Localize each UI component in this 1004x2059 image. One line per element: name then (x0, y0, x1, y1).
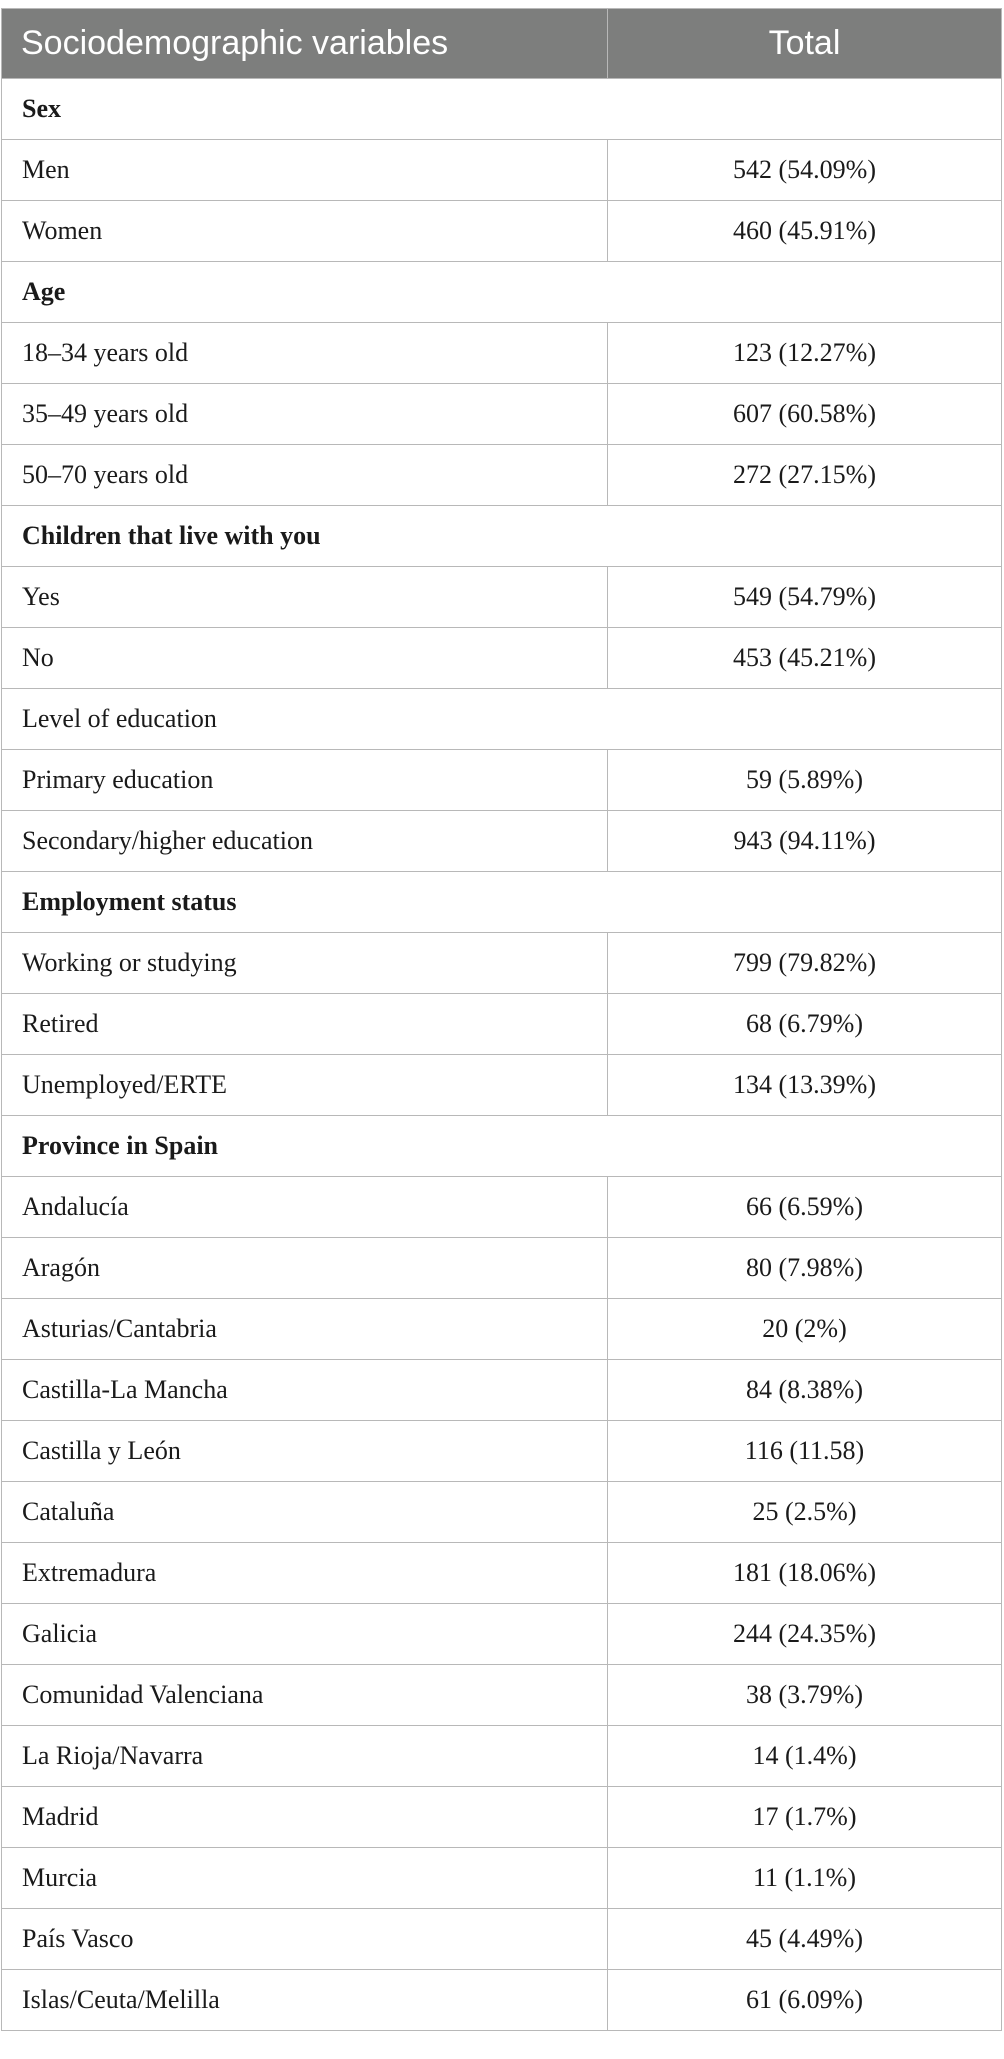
row-value: 45 (4.49%) (608, 1909, 1002, 1970)
table-row (2, 1665, 1002, 1726)
row-value: 59 (5.89%) (608, 750, 1002, 811)
table-row (2, 1421, 1002, 1482)
row-label: Asturias/Cantabria (2, 1299, 608, 1360)
row-value: 453 (45.21%) (608, 628, 1002, 689)
row-value: 542 (54.09%) (608, 140, 1002, 201)
table-row (2, 1787, 1002, 1848)
table-row (2, 1604, 1002, 1665)
row-label: Working or studying (2, 933, 608, 994)
table-row (2, 1482, 1002, 1543)
row-value: 116 (11.58) (608, 1421, 1002, 1482)
row-label: Retired (2, 994, 608, 1055)
table-row (2, 323, 1002, 384)
row-value: 14 (1.4%) (608, 1726, 1002, 1787)
row-value: 607 (60.58%) (608, 384, 1002, 445)
section-row (2, 506, 1002, 567)
table-row (2, 811, 1002, 872)
row-value: 80 (7.98%) (608, 1238, 1002, 1299)
row-label: Unemployed/ERTE (2, 1055, 608, 1116)
table-row (2, 1055, 1002, 1116)
row-value: 20 (2%) (608, 1299, 1002, 1360)
section-row (2, 1116, 1002, 1177)
table-row (2, 1848, 1002, 1909)
table-row (2, 1177, 1002, 1238)
table-row (2, 1299, 1002, 1360)
section-row (2, 872, 1002, 933)
row-value: 123 (12.27%) (608, 323, 1002, 384)
header-variables: Sociodemographic variables (2, 9, 608, 79)
table-row (2, 750, 1002, 811)
table-row (2, 994, 1002, 1055)
table-header (2, 9, 1002, 79)
row-value: 549 (54.79%) (608, 567, 1002, 628)
header-row (2, 9, 1002, 79)
row-value: 61 (6.09%) (608, 1970, 1002, 2031)
row-label: Castilla-La Mancha (2, 1360, 608, 1421)
row-value: 460 (45.91%) (608, 201, 1002, 262)
row-label: Murcia (2, 1848, 608, 1909)
row-value: 84 (8.38%) (608, 1360, 1002, 1421)
row-value: 66 (6.59%) (608, 1177, 1002, 1238)
table-body (2, 79, 1002, 2031)
row-label: Primary education (2, 750, 608, 811)
row-label: Extremadura (2, 1543, 608, 1604)
row-label: Men (2, 140, 608, 201)
row-value: 68 (6.79%) (608, 994, 1002, 1055)
header-total: Total (608, 9, 1002, 79)
table-row (2, 1726, 1002, 1787)
row-label: Secondary/higher education (2, 811, 608, 872)
table-row (2, 201, 1002, 262)
row-label: Aragón (2, 1238, 608, 1299)
row-label: Andalucía (2, 1177, 608, 1238)
row-value: 38 (3.79%) (608, 1665, 1002, 1726)
table-row (2, 1909, 1002, 1970)
sociodemographic-table-container (1, 8, 1001, 2031)
row-label: Islas/Ceuta/Melilla (2, 1970, 608, 2031)
row-label: No (2, 628, 608, 689)
row-label: Comunidad Valenciana (2, 1665, 608, 1726)
section-row (2, 79, 1002, 140)
table-row (2, 445, 1002, 506)
table-row (2, 1360, 1002, 1421)
row-value: 244 (24.35%) (608, 1604, 1002, 1665)
section-label: Children that live with you (2, 506, 1002, 567)
row-label: 18–34 years old (2, 323, 608, 384)
table-row (2, 933, 1002, 994)
table-row (2, 1238, 1002, 1299)
table-row (2, 567, 1002, 628)
table-row (2, 628, 1002, 689)
section-label: Age (2, 262, 1002, 323)
row-label: La Rioja/Navarra (2, 1726, 608, 1787)
row-label: Castilla y León (2, 1421, 608, 1482)
section-label: Sex (2, 79, 1002, 140)
section-label: Level of education (2, 689, 1002, 750)
row-value: 181 (18.06%) (608, 1543, 1002, 1604)
row-value: 799 (79.82%) (608, 933, 1002, 994)
row-value: 943 (94.11%) (608, 811, 1002, 872)
row-value: 11 (1.1%) (608, 1848, 1002, 1909)
row-value: 134 (13.39%) (608, 1055, 1002, 1116)
row-value: 17 (1.7%) (608, 1787, 1002, 1848)
row-value: 25 (2.5%) (608, 1482, 1002, 1543)
row-label: 35–49 years old (2, 384, 608, 445)
sociodemographic-table (1, 8, 1002, 2031)
row-value: 272 (27.15%) (608, 445, 1002, 506)
table-row (2, 384, 1002, 445)
table-row (2, 1543, 1002, 1604)
section-row (2, 689, 1002, 750)
section-label: Province in Spain (2, 1116, 1002, 1177)
row-label: 50–70 years old (2, 445, 608, 506)
section-row (2, 262, 1002, 323)
row-label: Galicia (2, 1604, 608, 1665)
row-label: Women (2, 201, 608, 262)
section-label: Employment status (2, 872, 1002, 933)
row-label: Cataluña (2, 1482, 608, 1543)
row-label: Madrid (2, 1787, 608, 1848)
table-row (2, 1970, 1002, 2031)
row-label: País Vasco (2, 1909, 608, 1970)
table-row (2, 140, 1002, 201)
row-label: Yes (2, 567, 608, 628)
